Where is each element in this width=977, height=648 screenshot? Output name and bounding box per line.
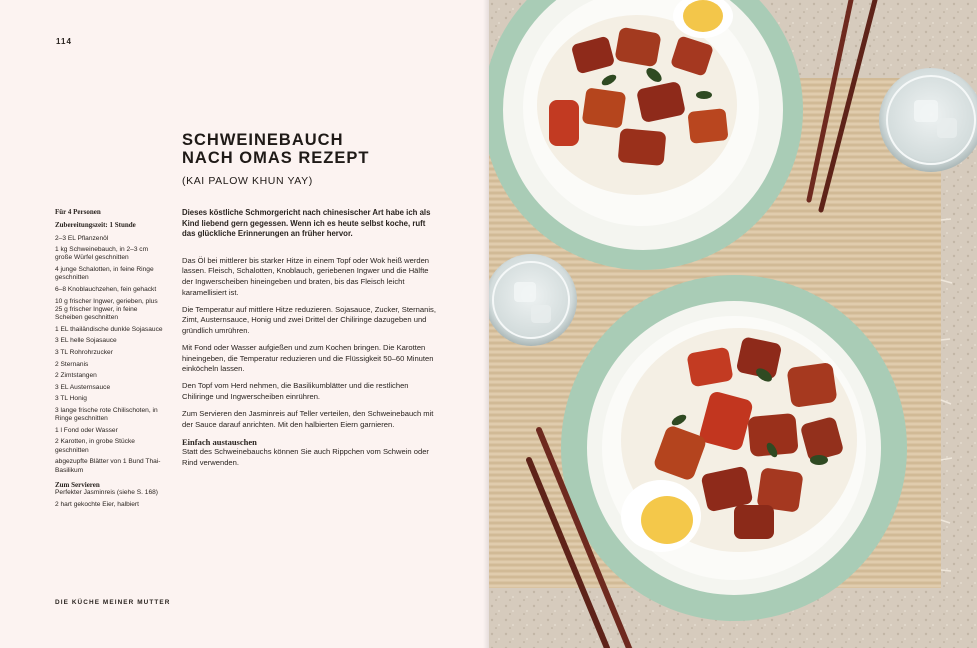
ingredient-item: 3 TL Honig: [55, 395, 87, 403]
title-line-1: SCHWEINEBAUCH: [182, 131, 344, 149]
ingredient-item: 2–3 EL Pflanzenöl: [55, 234, 109, 242]
ingredient-list: [55, 208, 163, 512]
running-footer: DIE KÜCHE MEINER MUTTER: [55, 599, 171, 606]
servings: Für 4 Personen: [55, 208, 101, 216]
recipe-title: [182, 131, 369, 167]
ingredient-item: 3 lange frische rote Chilischoten, in Ringe geschnitten: [55, 406, 158, 423]
ingredient-item: 3 TL Rohrohrzucker: [55, 348, 113, 356]
ingredient-item: 2 Karotten, in grobe Stücke geschnitten: [55, 438, 135, 454]
tip-text: Statt des Schweinebauchs können Sie auch Rippchen vom Schwein oder Rind verwenden.: [182, 447, 429, 467]
ingredient-item: 3 EL helle Sojasauce: [55, 337, 117, 345]
method-step: Mit Fond oder Wasser aufgießen und zum Kochen bringen. Die Karotten hineingeben, die Temperatur reduzieren und die Flüssigkeit 50–60 Minuten einköcheln lassen.: [182, 342, 434, 374]
serving-item: Perfekter Jasminreis (siehe S. 168): [55, 489, 158, 497]
ingredient-item: 1 l Fond oder Wasser: [55, 426, 118, 434]
ingredient-item: abgezupfte Blätter von 1 Bund Thai-Basilikum: [55, 458, 161, 474]
ingredient-item: 6–8 Knoblauchzehen, fein gehackt: [55, 285, 157, 293]
ingredient-item: 4 junge Schalotten, in feine Ringe geschnitten: [55, 266, 154, 282]
ingredient-item: 2 Sternanis: [55, 360, 89, 368]
method-step: Die Temperatur auf mittlere Hitze reduzieren. Sojasauce, Zucker, Sternanis, Zimt, Austernsauce, Honig und zwei Drittel der Chiliringe dazugeben und gründlich umrühren.: [182, 304, 436, 335]
method-step: Das Öl bei mittlerer bis starker Hitze in einem Topf oder Wok heiß werden lassen. Fleisch, Schalotten, Knoblauch, geriebenen Ingwer und die Hälfte der Ingwerscheiben hineingeben und braten, bis das Fleisch leicht karamellisiert ist.: [182, 255, 430, 297]
ingredient-item: 3 EL Austernsauce: [55, 383, 111, 391]
method-step: Zum Servieren den Jasminreis auf Teller verteilen, den Schweinebauch mit der Sauce darauf anrichten. Mit den halbierten Eiern garnieren.: [182, 408, 434, 429]
method-step: Den Topf vom Herd nehmen, die Basilikumblätter und die restlichen Chiliringe und Ingwerscheiben einrühren.: [182, 381, 409, 401]
title-line-2: NACH OMAS REZEPT: [182, 149, 370, 167]
recipe-intro: Dieses köstliche Schmorgericht nach chinesischer Art habe ich als Kind liebend gern gegessen. Wenn ich es heute selbst koche, ruft das glückliche Erinnerungen an früher hervor.: [182, 208, 431, 239]
tip-heading: Einfach austauschen: [182, 436, 257, 447]
prep-time: Zubereitungszeit: 1 Stunde: [55, 221, 136, 230]
ingredient-item: 2 Zimtstangen: [55, 372, 97, 380]
page-number: 114: [56, 37, 72, 46]
dish-photo: [489, 0, 977, 648]
ingredient-item: 1 EL thailändische dunkle Sojasauce: [55, 325, 163, 333]
serving-heading: Zum Servieren: [55, 480, 100, 489]
ingredient-item: 10 g frischer Ingwer, gerieben, plus 25 g frischer Ingwer, in feine Scheiben geschnitten: [55, 297, 158, 322]
method-text: [182, 208, 437, 468]
ingredient-item: 1 kg Schweinebauch, in 2–3 cm große Würfel geschnitten: [55, 246, 149, 262]
recipe-subtitle: (KAI PALOW KHUN YAY): [182, 175, 313, 187]
serving-item: 2 hart gekochte Eier, halbiert: [55, 500, 139, 508]
